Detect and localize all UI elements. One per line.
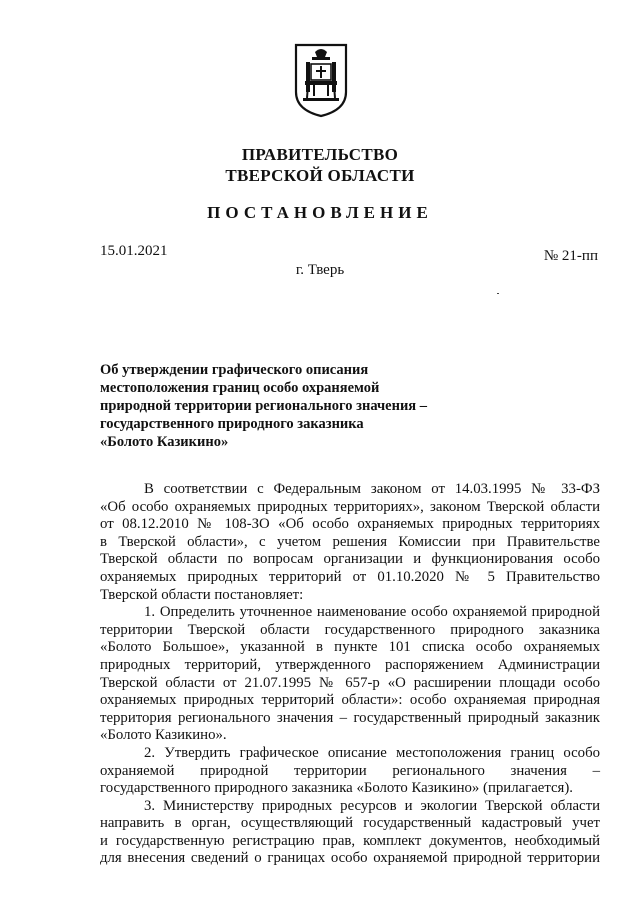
body-line: и государственную регистрацию прав, комплект документов, необходимый <box>100 832 600 849</box>
body-line: для внесения сведений о границах особо охраняемой природной территории <box>100 850 600 867</box>
scan-speck <box>497 293 499 294</box>
title-line: местоположения границ особо охраняемой <box>100 380 380 396</box>
document-number: № 21-пп <box>543 248 598 264</box>
title-line: природной территории регионального значения – <box>100 398 428 414</box>
body-line: В соответствии с Федеральным законом от 14.03.1995 № 33-ФЗ <box>144 481 600 497</box>
title-line: «Болото Казикино» <box>100 434 229 450</box>
title-line: Об утверждении графического описания <box>100 362 369 378</box>
title-line: государственного природного заказника <box>100 416 364 432</box>
body-line: «Болото Большое», указанной в пункте 101 списка особо охраняемых <box>100 639 600 656</box>
coat-of-arms-icon <box>293 42 349 118</box>
body-line: государственного природного заказника «Болото Казикино» (прилагается). <box>100 780 573 797</box>
body-line: Тверской области постановляет: <box>100 586 304 603</box>
body-line: охраняемых природных территорий области»: особо охраняемая природная <box>100 692 600 709</box>
body-line: Тверской области от 21.07.1995 № 657-р «О расширении площади особо <box>100 674 600 691</box>
body-line: «Болото Казикино». <box>100 727 227 744</box>
body-line: природных территорий, утвержденного распоряжением Администрации <box>100 656 600 673</box>
org-name-line1: ПРАВИТЕЛЬСТВО <box>241 145 399 164</box>
document-city: г. Тверь <box>295 262 345 278</box>
body-line: в Тверской области», с учетом решения Комиссии при Правительстве <box>100 533 600 550</box>
body-line: «Об особо охраняемых природных территориях», законом Тверской области <box>100 498 600 515</box>
org-name-line2: ТВЕРСКОЙ ОБЛАСТИ <box>225 166 415 185</box>
body-line: направить в орган, осуществляющий государственный кадастровый учет <box>100 815 600 832</box>
body-line: охраняемой природной территории регионального значения – <box>100 762 600 779</box>
body-line: территория регионального значения – государственный природный заказник <box>100 709 600 726</box>
document-type: ПОСТАНОВЛЕНИЕ <box>207 203 433 222</box>
body-line: Тверской области по вопросам организации и функционирования особо <box>100 551 600 568</box>
document-title <box>100 361 460 451</box>
document-body <box>100 481 600 868</box>
body-line: территории Тверской области государственного природного заказника <box>100 621 600 638</box>
document-date: 15.01.2021 <box>100 243 168 259</box>
body-line: 3. Министерству природных ресурсов и экологии Тверской области <box>144 797 600 814</box>
body-line: 2. Утвердить графическое описание местоположения границ особо <box>144 744 600 761</box>
body-line: 1. Определить уточненное наименование особо охраняемой природной <box>144 604 600 621</box>
body-line: от 08.12.2010 № 108-ЗО «Об особо охраняемых природных территориях <box>100 516 600 533</box>
body-line: охраняемых природных территорий от 01.10.2020 № 5 Правительство <box>100 568 600 585</box>
